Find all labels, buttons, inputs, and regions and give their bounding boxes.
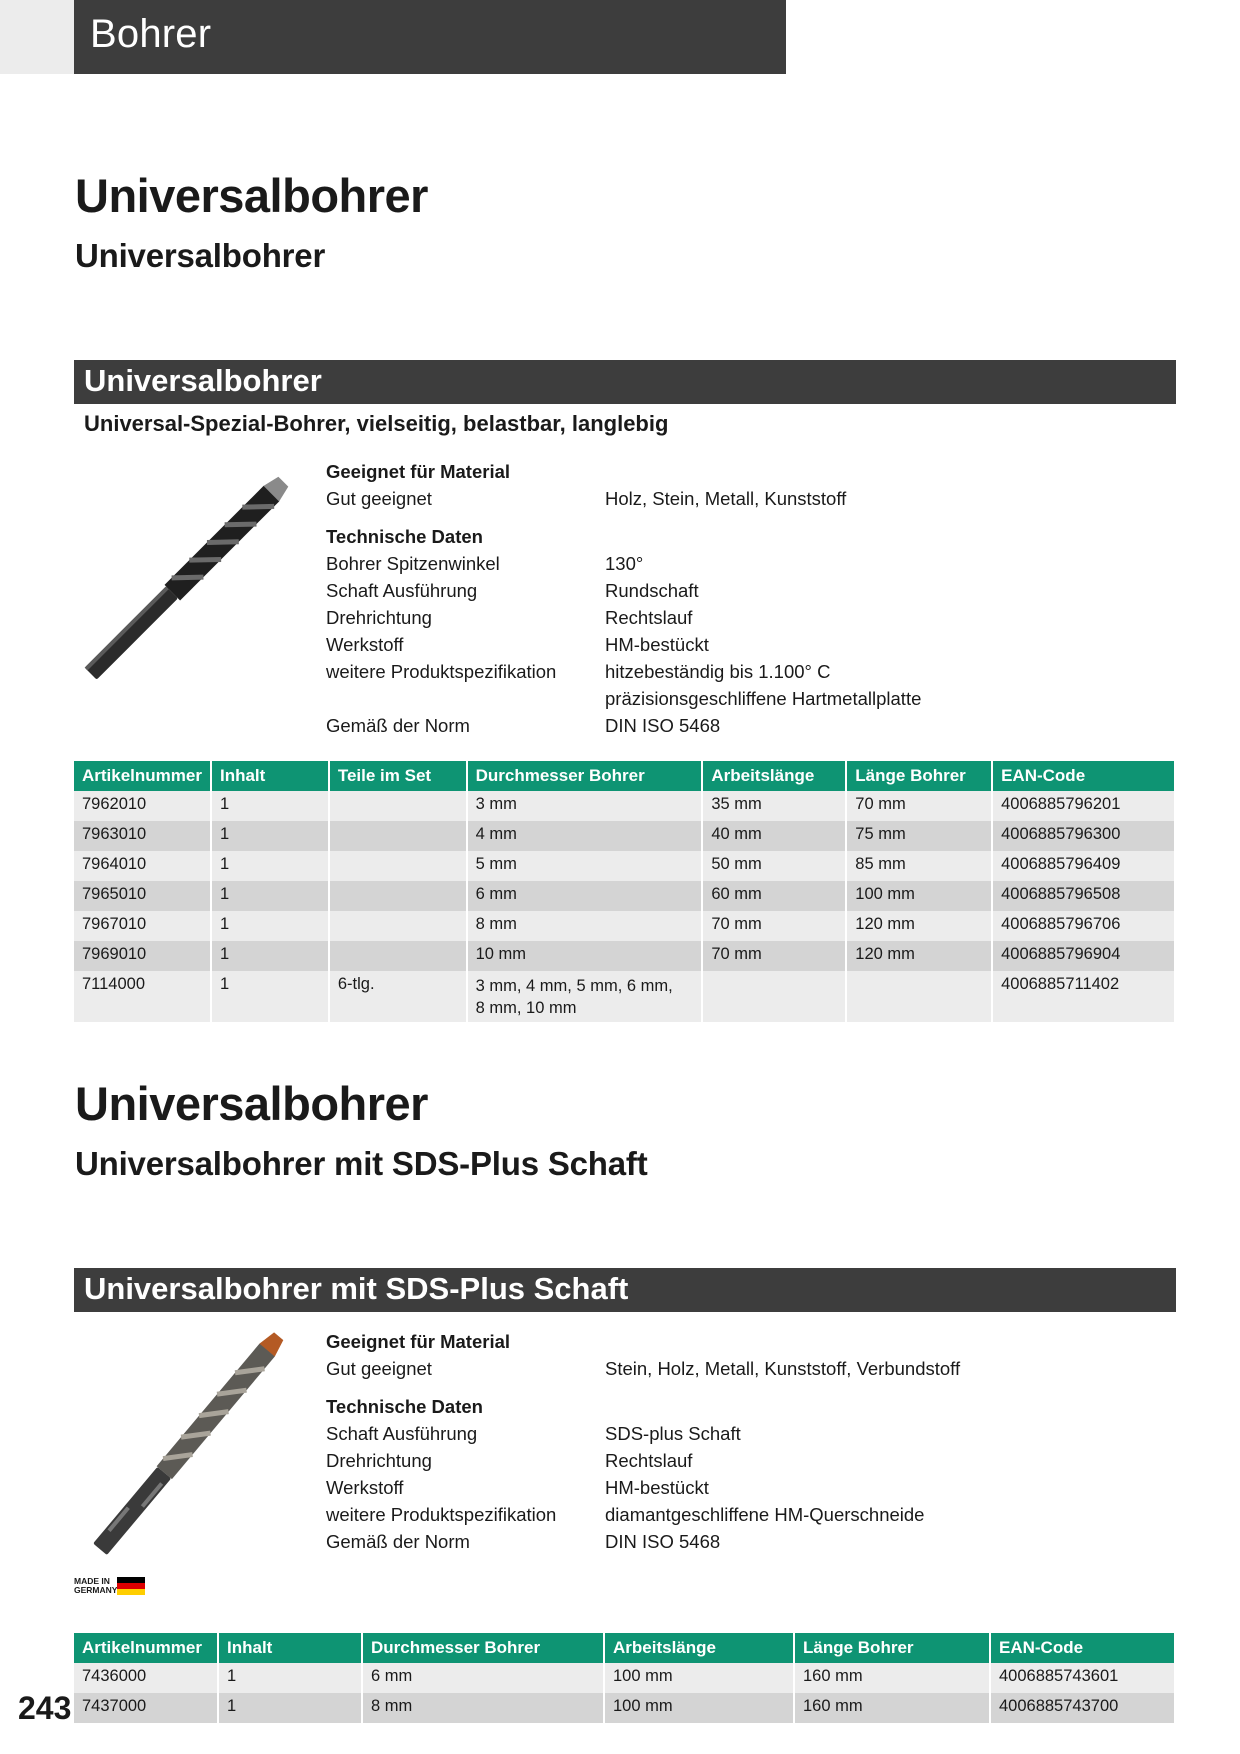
table-row (74, 851, 1174, 881)
table-cell (329, 941, 467, 971)
column-header: Durchmesser Bohrer (362, 1633, 604, 1663)
table-cell: 4006885796409 (992, 851, 1174, 881)
spec-value: HM-bestückt (605, 634, 709, 655)
table-cell (329, 881, 467, 911)
table-cell: 1 (211, 821, 329, 851)
table-cell: 1 (211, 911, 329, 941)
product-tagline: Universal-Spezial-Bohrer, vielseitig, belastbar, langlebig (84, 411, 669, 436)
spec-row (326, 1474, 1146, 1501)
table-cell: 3 mm (467, 791, 703, 821)
spec-label: Gut geeignet (326, 1358, 432, 1379)
table-cell: 70 mm (846, 791, 992, 821)
table-cell: 4006885796201 (992, 791, 1174, 821)
spec-row (326, 1420, 1146, 1447)
page-number: 243 (18, 1690, 72, 1726)
spec-label: Werkstoff (326, 1477, 404, 1498)
table-cell: 1 (218, 1663, 362, 1693)
sds-plus-drill-bit-icon (70, 1322, 310, 1562)
table-cell: 8 mm (362, 1693, 604, 1723)
column-header: Artikelnummer (74, 1633, 218, 1663)
spec-value: Rechtslauf (605, 607, 693, 628)
product-specifications (326, 458, 1146, 739)
technical-data-heading: Technische Daten (326, 1396, 483, 1417)
table-cell: 7114000 (74, 971, 211, 1022)
spec-label: Gemäß der Norm (326, 715, 470, 736)
spec-row (326, 631, 1146, 658)
spec-row (326, 577, 1146, 604)
spec-label: Drehrichtung (326, 1450, 432, 1471)
section-header (74, 1268, 1176, 1312)
table-cell: 7969010 (74, 941, 211, 971)
spec-value: Holz, Stein, Metall, Kunststoff (605, 488, 847, 509)
column-header: Arbeitslänge (702, 761, 846, 791)
spec-row (326, 485, 1146, 512)
table-cell: 75 mm (846, 821, 992, 851)
made-in-germany-badge (74, 1577, 145, 1595)
table-cell: 85 mm (846, 851, 992, 881)
chapter-corner-tab (0, 0, 74, 74)
article-table (74, 1633, 1174, 1723)
article-table (74, 761, 1174, 1022)
table-cell: 6-tlg. (329, 971, 467, 1022)
table-cell: 100 mm (604, 1693, 794, 1723)
spec-row (326, 712, 1146, 739)
table-cell: 120 mm (846, 941, 992, 971)
column-header: Durchmesser Bohrer (467, 761, 703, 791)
table-cell (329, 911, 467, 941)
spec-value: diamantgeschliffene HM-Querschneide (605, 1504, 925, 1525)
table-row (74, 941, 1174, 971)
diameter-list: 3 mm, 4 mm, 5 mm, 6 mm, 8 mm, 10 mm (475, 977, 673, 1017)
table-cell (329, 821, 467, 851)
spec-value: DIN ISO 5468 (605, 1531, 721, 1552)
section-title: Universalbohrer mit SDS-Plus Schaft (84, 1271, 629, 1306)
product-title: Universalbohrer (75, 1077, 428, 1130)
chapter-title: Bohrer (90, 12, 212, 56)
spec-row (326, 1528, 1146, 1555)
table-cell: 4 mm (467, 821, 703, 851)
table-header-row (74, 1633, 1174, 1663)
table-cell: 120 mm (846, 911, 992, 941)
table-cell (329, 851, 467, 881)
table-cell: 4006885743601 (990, 1663, 1174, 1693)
table-cell: 60 mm (702, 881, 846, 911)
spec-row (326, 604, 1146, 631)
table-cell: 4006885796904 (992, 941, 1174, 971)
table-cell: 70 mm (702, 941, 846, 971)
table-cell: 70 mm (702, 911, 846, 941)
table-cell: 160 mm (794, 1693, 990, 1723)
table-cell: 50 mm (702, 851, 846, 881)
product-specifications (326, 1328, 1146, 1555)
round-shank-drill-bit-icon (70, 460, 310, 690)
spec-row (326, 658, 1146, 712)
spec-row (326, 1355, 1146, 1382)
spec-value: hitzebeständig bis 1.100° C präzisionsgeschliffene Hartmetallplatte (605, 661, 922, 709)
spec-value: HM-bestückt (605, 1477, 709, 1498)
table-row (74, 1663, 1174, 1693)
spec-label: Bohrer Spitzenwinkel (326, 553, 500, 574)
table-cell (846, 971, 992, 1022)
spec-label: Drehrichtung (326, 607, 432, 628)
table-cell: 4006885743700 (990, 1693, 1174, 1723)
suitable-material-heading: Geeignet für Material (326, 461, 511, 482)
table-cell: 4006885711402 (992, 971, 1174, 1022)
spec-label: Gut geeignet (326, 488, 432, 509)
table-cell: 7962010 (74, 791, 211, 821)
product-title: Universalbohrer (75, 169, 428, 222)
table-cell: 100 mm (846, 881, 992, 911)
spec-value: Rechtslauf (605, 1450, 693, 1471)
table-cell: 35 mm (702, 791, 846, 821)
spec-row (326, 1447, 1146, 1474)
table-cell: 6 mm (362, 1663, 604, 1693)
spec-label: Gemäß der Norm (326, 1531, 470, 1552)
table-cell: 4006885796508 (992, 881, 1174, 911)
spec-label: weitere Produktspezifikation (326, 1504, 557, 1525)
spec-row (326, 550, 1146, 577)
table-cell (329, 791, 467, 821)
spec-label: Schaft Ausführung (326, 1423, 478, 1444)
table-cell: 1 (211, 971, 329, 1022)
table-cell: 7965010 (74, 881, 211, 911)
spec-value: Rundschaft (605, 580, 699, 601)
table-cell: 7437000 (74, 1693, 218, 1723)
table-cell: 6 mm (467, 881, 703, 911)
section-title: Universalbohrer (84, 363, 322, 398)
table-cell: 7436000 (74, 1663, 218, 1693)
table-cell: 8 mm (467, 911, 703, 941)
spec-label: Werkstoff (326, 634, 404, 655)
table-row (74, 821, 1174, 851)
suitable-material-heading: Geeignet für Material (326, 1331, 511, 1352)
column-header: Länge Bohrer (794, 1633, 990, 1663)
table-row (74, 1693, 1174, 1723)
table-cell: 100 mm (604, 1663, 794, 1693)
table-cell: 1 (211, 881, 329, 911)
table-row (74, 911, 1174, 941)
table-row (74, 881, 1174, 911)
table-header-row (74, 761, 1174, 791)
table-row (74, 791, 1174, 821)
spec-label: weitere Produktspezifikation (326, 661, 557, 682)
made-in-germany-text: MADE IN GERMANY (74, 1576, 118, 1595)
table-cell: 7967010 (74, 911, 211, 941)
technical-data-heading: Technische Daten (326, 526, 483, 547)
spec-row (326, 1501, 1146, 1528)
made-in-germany-flag-icon (117, 1577, 145, 1595)
table-cell: 5 mm (467, 851, 703, 881)
table-cell: 1 (218, 1693, 362, 1723)
spec-value: Stein, Holz, Metall, Kunststoff, Verbundstoff (605, 1358, 961, 1379)
table-cell (467, 971, 703, 1022)
table-cell: 1 (211, 851, 329, 881)
column-header: Artikelnummer (74, 761, 211, 791)
flag-stripe (117, 1589, 145, 1595)
table-cell: 4006885796706 (992, 911, 1174, 941)
table-cell: 160 mm (794, 1663, 990, 1693)
table-cell: 4006885796300 (992, 821, 1174, 851)
spec-value: DIN ISO 5468 (605, 715, 721, 736)
column-header: Länge Bohrer (846, 761, 992, 791)
column-header: Inhalt (211, 761, 329, 791)
table-cell: 1 (211, 941, 329, 971)
table-cell: 40 mm (702, 821, 846, 851)
product-subtitle: Universalbohrer (75, 237, 326, 274)
table-cell: 7964010 (74, 851, 211, 881)
product-subtitle: Universalbohrer mit SDS-Plus Schaft (75, 1145, 648, 1182)
section-header (74, 360, 1176, 404)
column-header: EAN-Code (990, 1633, 1174, 1663)
spec-value: 130° (605, 553, 644, 574)
column-header: Inhalt (218, 1633, 362, 1663)
table-row (74, 971, 1174, 1022)
table-cell: 1 (211, 791, 329, 821)
column-header: Arbeitslänge (604, 1633, 794, 1663)
table-cell: 10 mm (467, 941, 703, 971)
spec-label: Schaft Ausführung (326, 580, 478, 601)
spec-value: SDS-plus Schaft (605, 1423, 741, 1444)
column-header: EAN-Code (992, 761, 1174, 791)
column-header: Teile im Set (329, 761, 467, 791)
table-cell (702, 971, 846, 1022)
chapter-header (74, 0, 786, 74)
table-cell: 7963010 (74, 821, 211, 851)
